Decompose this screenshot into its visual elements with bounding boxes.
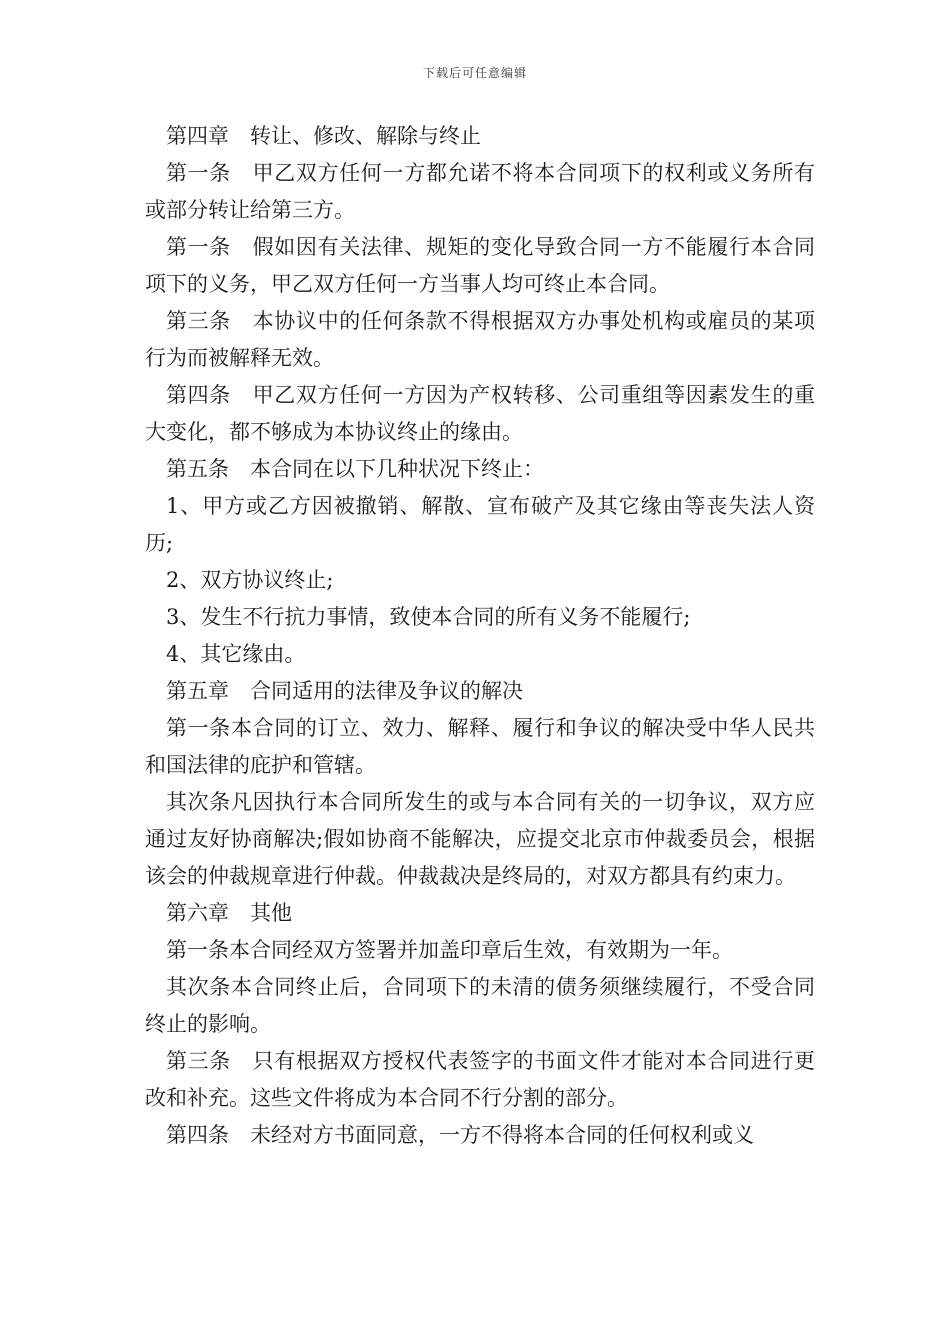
chapter-4-heading: 第四章 转让、修改、解除与终止 [166,124,481,148]
article-paragraph: 第一条 假如因有关法律、规矩的变化导致合同一方不能履行本合同项下的义务，甲乙双方任何一方当事人均可终止本合同。 [145,235,815,296]
chapter-6-heading: 第六章 其他 [166,901,292,925]
article-paragraph: 第四条 甲乙双方任何一方因为产权转移、公司重组等因素发生的重大变化，都不够成为本协议终止的缘由。 [145,383,815,444]
list-item: 3、发生不行抗力事情，致使本合同的所有义务不能履行; [166,605,691,629]
list-item: 2、双方协议终止; [166,568,334,592]
document-body [145,118,815,1154]
list-item: 1、甲方或乙方因被撤销、解散、宣布破产及其它缘由等丧失法人资历; [145,494,815,555]
article-paragraph: 第一条 甲乙双方任何一方都允诺不将本合同项下的权利或义务所有或部分转让给第三方。 [145,161,815,222]
page-header: 下载后可任意编辑 [422,66,527,80]
article-paragraph: 第一条本合同的订立、效力、解释、履行和争议的解决受中华人民共和国法律的庇护和管辖。 [145,716,815,777]
article-paragraph: 其次条凡因执行本合同所发生的或与本合同有关的一切争议，双方应通过友好协商解决;假如协商不能解决，应提交北京市仲裁委员会，根据该会的仲裁规章进行仲裁。仲裁裁决是终局的，对双方都具有约束力。 [145,790,815,888]
chapter-5-heading: 第五章 合同适用的法律及争议的解决 [166,679,523,703]
article-paragraph: 其次条本合同终止后，合同项下的未清的债务须继续履行，不受合同终止的影响。 [145,975,815,1036]
list-item: 4、其它缘由。 [166,642,306,666]
article-paragraph: 第四条 未经对方书面同意，一方不得将本合同的任何权利或义 [166,1123,754,1147]
article-paragraph: 第三条 只有根据双方授权代表签字的书面文件才能对本合同进行更改和补充。这些文件将成为本合同不行分割的部分。 [145,1049,815,1110]
article-paragraph: 第五条 本合同在以下几种状况下终止： [166,457,544,481]
article-paragraph: 第三条 本协议中的任何条款不得根据双方办事处机构或雇员的某项行为而被解释无效。 [145,309,815,370]
article-paragraph: 第一条本合同经双方签署并加盖印章后生效，有效期为一年。 [166,938,733,962]
